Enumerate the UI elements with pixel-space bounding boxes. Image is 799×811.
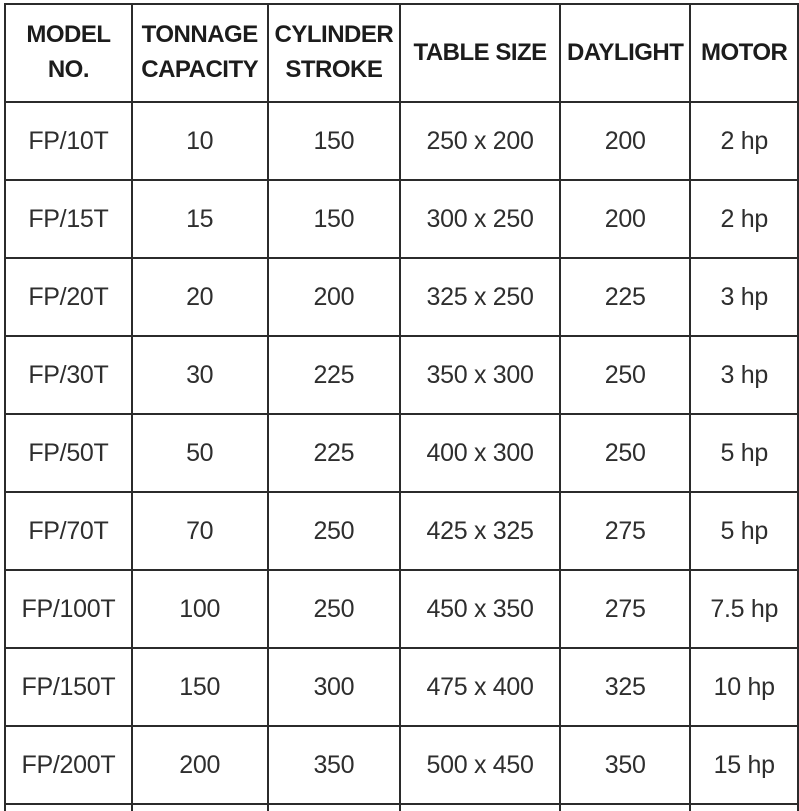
header-cell-table-size: TABLE SIZE <box>400 4 560 102</box>
table-cell-tonnage: 30 <box>132 336 268 414</box>
table-cell-stroke: 225 <box>268 414 401 492</box>
table-cell-table-size: 325 x 250 <box>400 258 560 336</box>
table-cell-daylight: 275 <box>560 570 690 648</box>
table-cell-model: FP/20T <box>5 258 132 336</box>
table-cell-empty <box>400 804 560 811</box>
table-cell-table-size: 500 x 450 <box>400 726 560 804</box>
table-cell-daylight: 350 <box>560 726 690 804</box>
table-cell-table-size: 400 x 300 <box>400 414 560 492</box>
table-cell-stroke: 200 <box>268 258 401 336</box>
table-cell-daylight: 200 <box>560 102 690 180</box>
table-cell-motor: 5 hp <box>690 492 798 570</box>
table-cell-model: FP/150T <box>5 648 132 726</box>
table-cell-stroke: 350 <box>268 726 401 804</box>
table-row <box>5 414 798 492</box>
table-row <box>5 102 798 180</box>
table-cell-empty <box>690 804 798 811</box>
table-cell-tonnage: 50 <box>132 414 268 492</box>
table-cell-tonnage: 100 <box>132 570 268 648</box>
table-cell-tonnage: 15 <box>132 180 268 258</box>
table-cell-table-size: 300 x 250 <box>400 180 560 258</box>
table-row <box>5 570 798 648</box>
table-cell-stroke: 150 <box>268 102 401 180</box>
table-cell-model: FP/10T <box>5 102 132 180</box>
partial-clipped-row <box>5 804 798 811</box>
table-cell-table-size: 425 x 325 <box>400 492 560 570</box>
table-cell-motor: 7.5 hp <box>690 570 798 648</box>
table-cell-table-size: 250 x 200 <box>400 102 560 180</box>
table-cell-tonnage: 10 <box>132 102 268 180</box>
table-row <box>5 258 798 336</box>
table-row <box>5 648 798 726</box>
table-cell-motor: 2 hp <box>690 102 798 180</box>
table-cell-daylight: 225 <box>560 258 690 336</box>
table-cell-motor: 15 hp <box>690 726 798 804</box>
table-cell-motor: 5 hp <box>690 414 798 492</box>
table-cell-model: FP/100T <box>5 570 132 648</box>
table-cell-daylight: 325 <box>560 648 690 726</box>
table-cell-motor: 2 hp <box>690 180 798 258</box>
table-cell-daylight: 250 <box>560 414 690 492</box>
table-row <box>5 726 798 804</box>
press-specs-table <box>4 3 799 811</box>
header-row <box>5 4 798 102</box>
table-cell-stroke: 300 <box>268 648 401 726</box>
table-cell-stroke: 225 <box>268 336 401 414</box>
header-cell-motor: MOTOR <box>690 4 798 102</box>
header-cell-model-no: MODEL NO. <box>5 4 132 102</box>
table-cell-tonnage: 150 <box>132 648 268 726</box>
table-cell-daylight: 275 <box>560 492 690 570</box>
table-cell-model: FP/50T <box>5 414 132 492</box>
table-cell-table-size: 450 x 350 <box>400 570 560 648</box>
table-cell-daylight: 200 <box>560 180 690 258</box>
table-cell-model: FP/70T <box>5 492 132 570</box>
table-row <box>5 180 798 258</box>
table-cell-stroke: 150 <box>268 180 401 258</box>
table-cell-tonnage: 70 <box>132 492 268 570</box>
table-cell-empty <box>5 804 132 811</box>
header-cell-tonnage-capacity: TONNAGE CAPACITY <box>132 4 268 102</box>
table-cell-empty <box>268 804 401 811</box>
table-cell-stroke: 250 <box>268 492 401 570</box>
table-cell-stroke: 250 <box>268 570 401 648</box>
table-cell-model: FP/30T <box>5 336 132 414</box>
table-cell-motor: 3 hp <box>690 258 798 336</box>
table-cell-tonnage: 20 <box>132 258 268 336</box>
table-cell-model: FP/200T <box>5 726 132 804</box>
table-cell-motor: 10 hp <box>690 648 798 726</box>
table-cell-empty <box>132 804 268 811</box>
table-cell-motor: 3 hp <box>690 336 798 414</box>
table-cell-table-size: 475 x 400 <box>400 648 560 726</box>
header-cell-daylight: DAYLIGHT <box>560 4 690 102</box>
table-cell-daylight: 250 <box>560 336 690 414</box>
header-cell-cylinder-stroke: CYLINDER STROKE <box>268 4 401 102</box>
table-cell-empty <box>560 804 690 811</box>
table-row <box>5 336 798 414</box>
table-cell-tonnage: 200 <box>132 726 268 804</box>
table-cell-table-size: 350 x 300 <box>400 336 560 414</box>
table-cell-model: FP/15T <box>5 180 132 258</box>
table-row <box>5 492 798 570</box>
